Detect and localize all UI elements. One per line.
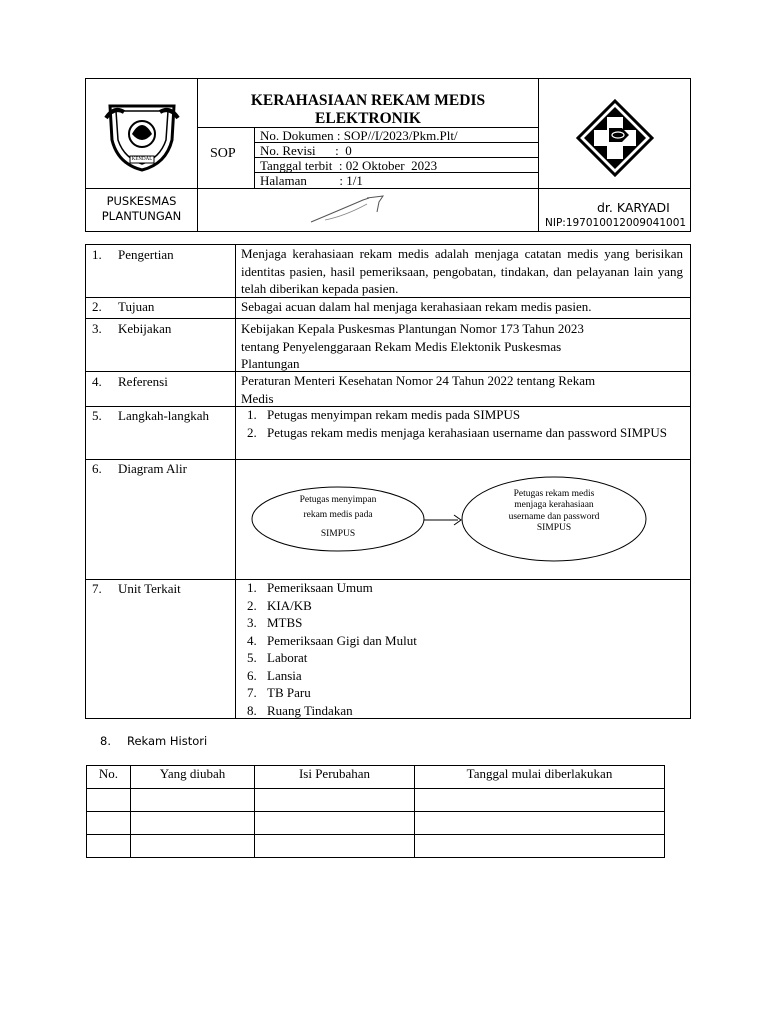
flow-node-2 (462, 489, 646, 533)
node1-line-2: rekam medis pada (303, 510, 373, 520)
row-number: 6. (92, 461, 102, 476)
puskesmas-logo (576, 99, 654, 177)
node2-line-1: Petugas rekam medis (513, 489, 595, 499)
unit-text: Pemeriksaan Umum (267, 580, 373, 595)
kebijakan-text (241, 320, 584, 373)
step-text: Petugas rekam medis menjaga kerahasiaan username dan password SIMPUS (267, 424, 668, 440)
list-item (241, 684, 683, 702)
step-text: Petugas menyimpan rekam medis pada SIMPUS (267, 407, 521, 422)
step-number: 1. (247, 407, 257, 422)
unit-number: 7. (247, 685, 257, 700)
document-number: No. Dokumen : SOP//I/2023/Pkm.Plt/ (260, 128, 458, 143)
table-header-row (87, 766, 665, 789)
step-number: 2. (247, 424, 257, 440)
row-number: 2. (92, 299, 102, 314)
row-number: 3. (92, 321, 102, 336)
unit-number: 5. (247, 650, 257, 665)
kebijakan-line-2: tentang Penyelenggaraan Rekam Medis Elektonik Puskesmas (241, 338, 562, 354)
org-line-2: PLANTUNGAN (101, 208, 182, 223)
kendal-emblem-logo (102, 98, 182, 174)
unit-number: 6. (247, 667, 257, 683)
flow-node-1 (252, 493, 424, 542)
head-nip: NIP:197010012009041001 (545, 217, 687, 229)
head-name: dr. KARYADI (597, 200, 670, 215)
unit-list (241, 579, 683, 719)
title-line-2: ELEKTRONIK (315, 110, 421, 127)
row-label-referensi: Referensi (118, 374, 168, 389)
tujuan-text: Sebagai acuan dalam hal menjaga kerahasiaan rekam medis pasien. (241, 299, 592, 314)
unit-text: KIA/KB (267, 597, 312, 613)
row-number: 7. (92, 581, 102, 596)
page-number: Halaman : 1/1 (260, 173, 363, 188)
unit-number: 8. (247, 702, 257, 718)
unit-number: 4. (247, 632, 257, 648)
unit-text: MTBS (267, 615, 303, 630)
flow-diagram (236, 460, 690, 579)
signature (305, 190, 405, 228)
steps-list (241, 406, 683, 441)
col-header-effective-date: Tanggal mulai diberlakukan (415, 766, 665, 789)
row-number: 5. (92, 408, 102, 423)
organization-name (86, 194, 197, 223)
revision-number: No. Revisi : 0 (260, 143, 352, 158)
col-header-no: No. (87, 766, 131, 789)
table-row (87, 789, 665, 812)
history-label: Rekam Histori (127, 734, 208, 748)
title-line-1: KERAHASIAAN REKAM MEDIS (250, 92, 486, 109)
referensi-line-2: Medis (241, 390, 274, 406)
unit-text: Pemeriksaan Gigi dan Mulut (267, 632, 417, 648)
list-item (241, 632, 683, 650)
history-table (86, 765, 665, 858)
list-item (241, 424, 683, 442)
row-label-langkah: Langkah-langkah (118, 408, 209, 423)
row-label-unit: Unit Terkait (118, 581, 181, 596)
unit-text: Laborat (267, 650, 308, 665)
sop-label: SOP (210, 146, 236, 161)
row-label-tujuan: Tujuan (118, 299, 155, 314)
list-item (241, 579, 683, 597)
referensi-text (241, 372, 595, 407)
history-number: 8. (100, 734, 111, 748)
col-header-content: Isi Perubahan (255, 766, 415, 789)
row-label-kebijakan: Kebijakan (118, 321, 172, 336)
list-item (241, 702, 683, 720)
unit-number: 3. (247, 615, 257, 630)
unit-number: 1. (247, 580, 257, 595)
node2-line-2: menjaga kerahasiaan (514, 499, 594, 510)
row-number: 4. (92, 374, 102, 389)
list-item (241, 597, 683, 615)
document-title (198, 92, 538, 128)
referensi-line-1: Peraturan Menteri Kesehatan Nomor 24 Tahun 2022 tentang Rekam (241, 373, 596, 388)
logo-caption: KENDAL (131, 157, 153, 162)
unit-text: TB Paru (267, 685, 311, 700)
node2-line-4: SIMPUS (536, 522, 572, 533)
table-row (87, 812, 665, 835)
unit-number: 2. (247, 597, 257, 613)
row-label-pengertian: Pengertian (118, 247, 174, 262)
issue-date: Tanggal terbit : 02 Oktober 2023 (260, 158, 438, 173)
col-header-changed: Yang diubah (131, 766, 255, 789)
kebijakan-line-3: Plantungan (241, 356, 300, 371)
list-item (241, 406, 683, 424)
pengertian-text: Menjaga kerahasiaan rekam medis adalah menjaga catatan medis yang berisikan identitas pasien, hasil pemeriksaan, pengobatan, tindakan, dan pelayanan lain yang telah diberikan kepada pasien. (241, 246, 683, 296)
list-item (241, 614, 683, 632)
kebijakan-line-1: Kebijakan Kepala Puskesmas Plantungan Nomor 173 Tahun 2023 (241, 321, 584, 336)
node1-line-1: Petugas menyimpan (299, 495, 377, 505)
node1-line-3: SIMPUS (320, 529, 356, 539)
list-item (241, 649, 683, 667)
node2-line-3: username dan password (508, 512, 600, 522)
unit-text: Ruang Tindakan (267, 702, 353, 718)
list-item (241, 667, 683, 685)
row-label-diagram: Diagram Alir (118, 461, 187, 476)
unit-text: Lansia (267, 667, 302, 683)
table-row (87, 835, 665, 858)
row-number: 1. (92, 247, 102, 262)
org-line-1: PUSKESMAS (106, 194, 177, 208)
